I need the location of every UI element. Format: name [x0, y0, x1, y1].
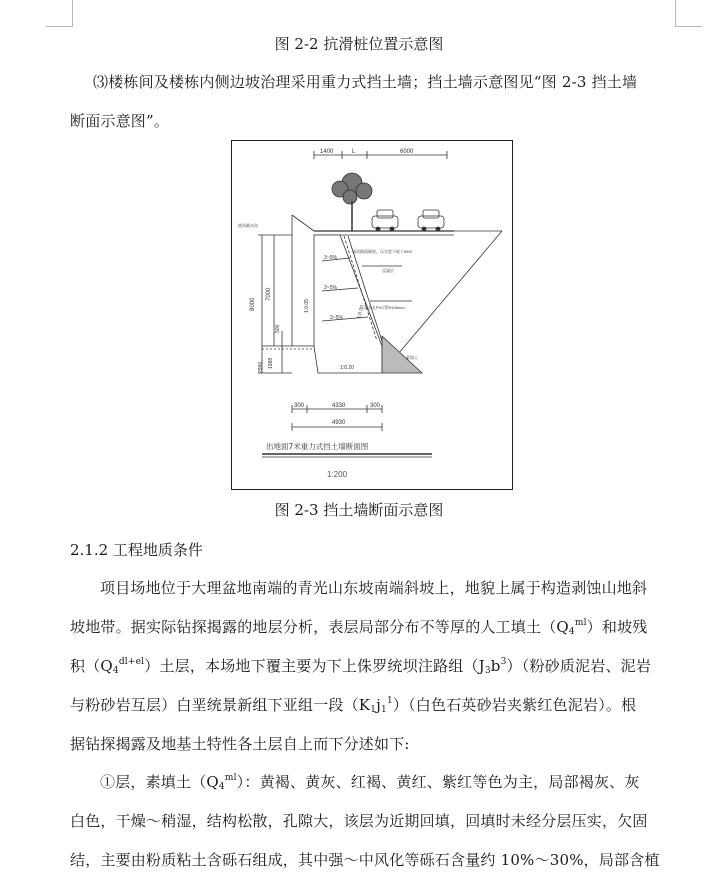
car-icon-1: [372, 210, 398, 231]
dim-7000: 7000: [266, 287, 272, 301]
dim-500: 500: [275, 324, 281, 333]
dim-top-mid: L: [352, 149, 356, 155]
paragraph-1-line-1: ⑶楼栋间及楼栋内侧边坡治理采用重力式挡土墙；挡土墙示意图见“图 2-3 挡土墙: [93, 73, 638, 91]
retaining-wall-figure: [231, 140, 513, 490]
slope-label-2: 3~5%: [324, 285, 337, 291]
dim-1988: 1988: [268, 357, 274, 369]
page-corner-mark-right: [675, 0, 702, 27]
page-corner-mark-left: [46, 0, 73, 27]
slope-label-1: 3~5%: [324, 255, 337, 261]
paragraph-3-line-2: 白色，干燥～稍湿，结构松散，孔隙大，该层为近期回填，回填时未经分层压实，欠固: [70, 812, 648, 830]
note-bottom: 素填土: [406, 355, 418, 360]
dim-top-left: 1400: [320, 149, 334, 155]
paragraph-3-line-3: 结，主要由粉质粘土含砾石组成，其中强～中风化等砾石含量约 10%～30%，局部含植: [70, 851, 660, 869]
paragraph-2-line-5: 据钻探揭露及地基土特性各土层自上而下分述如下:: [70, 735, 410, 753]
dim-bottom-4930: 4930: [332, 420, 346, 426]
dim-bottom-300b: 300: [370, 403, 381, 409]
drawing-title: 出地面7米重力式挡土墙断面图: [266, 442, 369, 451]
note-mid1: 反滤层: [382, 268, 394, 273]
retaining-wall-drawing: [232, 141, 512, 489]
paragraph-2-line-1: 项目场地位于大理盆地南端的青光山东坡南端斜坡上，地貌上属于构造剥蚀山地斜: [100, 579, 648, 597]
slope-label-3: 3~5%: [330, 315, 343, 321]
dim-bottom-300a: 300: [294, 403, 305, 409]
car-icon-2: [418, 210, 444, 231]
dim-2986: 2986: [258, 361, 264, 373]
note-mid2: 泄水孔PVC管Φ100mm: [364, 305, 405, 310]
slope-label-5: 1:0.30: [356, 304, 366, 320]
dim-bottom-4330: 4330: [332, 403, 346, 409]
paragraph-2-line-3: 积$(Q_4^{dl+el})$土层，本场地下覆主要为下上侏罗统坝注路组$(J_3b^3)$（粉砂质泥岩、泥岩: [70, 657, 652, 676]
tree-icon: [332, 173, 372, 231]
paragraph-3-line-1: ①层，素填土$(Q_4^{ml})$：黄褐、黄灰、红褐、黄红、紫红等色为主，局部褐灰、灰: [100, 773, 640, 792]
dim-top-right: 6000: [400, 149, 414, 155]
figure-2-2-caption: 图 2-2 抗滑桩位置示意图: [274, 35, 444, 53]
note-left: 坡顶截水沟: [238, 223, 258, 228]
dim-8000: 8000: [250, 297, 256, 311]
paragraph-2-line-2: 坡地带。据实际钻探揭露的地层分析，表层局部分布不等厚的人工填土$(Q_4^{ml})$和坡残: [70, 618, 648, 637]
paragraph-1-line-2: 断面示意图”。: [70, 112, 170, 130]
figure-2-3-caption: 图 2-3 挡土墙断面示意图: [274, 501, 444, 519]
slope-label-4: 1:0.05: [304, 299, 310, 313]
slope-label-6: 1:0.20: [340, 365, 354, 371]
paragraph-2-line-4: 与粉砂岩互层）白垩统景新组下亚组一段$(K_1j_1^1)$（白色石英砂岩夹紫红色泥岩）。根: [70, 696, 637, 715]
note-top: 墙顶路面铺装，压实度不低于95%: [352, 249, 413, 254]
section-heading: 2.1.2 工程地质条件: [70, 541, 203, 559]
drawing-scale: 1:200: [327, 470, 348, 479]
